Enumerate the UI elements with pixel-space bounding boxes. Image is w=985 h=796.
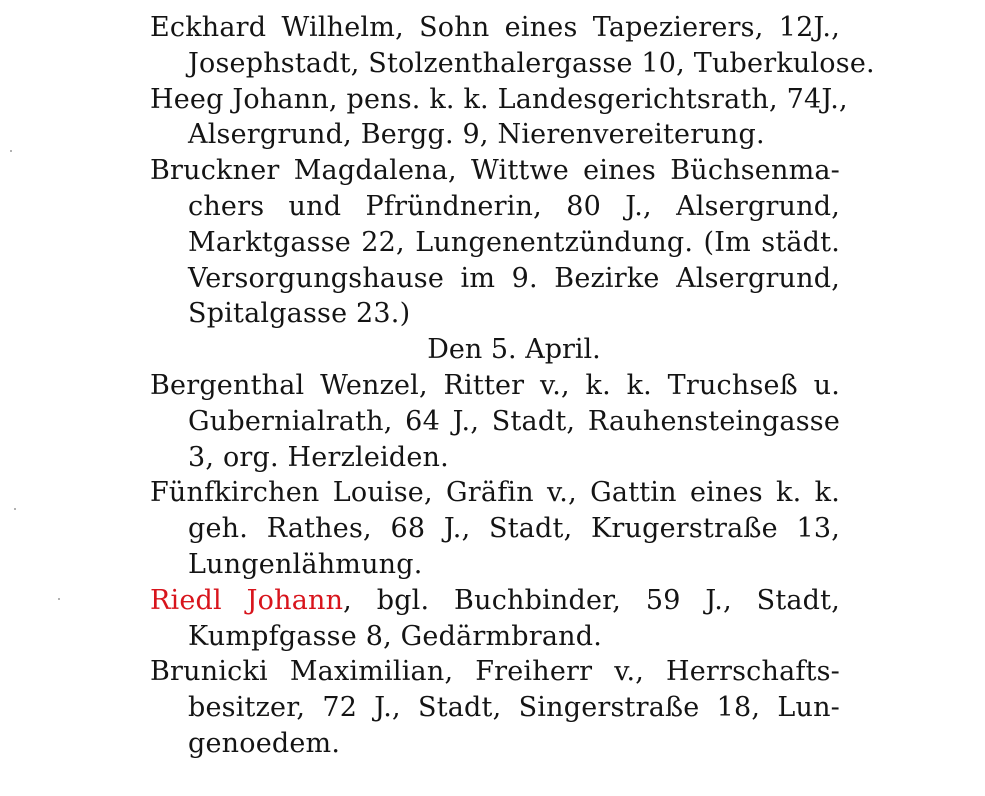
scan-speck: [58, 598, 60, 600]
entry-text: , Gräfin v., Gattin eines k. k.: [423, 477, 840, 509]
entry-name: Bruckner Magdalena: [150, 155, 449, 187]
entry-text: geh. Rathes, 68 J., Stadt, Krugerstraße 13,: [188, 513, 840, 545]
entry-name: Bergenthal Wenzel: [150, 369, 420, 401]
register-entry: [150, 654, 840, 761]
entry-text: Versorgungshause im 9. Bezirke Alsergrund,: [188, 262, 840, 294]
entry-text: Josephstadt, Stolzenthalergasse 10, Tuberkulose.: [188, 47, 875, 79]
entry-text: Alsergrund, Bergg. 9, Nierenvereiterung.: [188, 119, 765, 151]
entry-text: genoedem.: [188, 727, 341, 759]
register-entry-highlighted: [150, 583, 840, 655]
entry-text: Marktgasse 22, Lungenentzündung. (Im städt.: [188, 226, 840, 258]
date-heading: Den 5. April.: [427, 334, 601, 366]
entry-text: , bgl. Buchbinder, 59 J., Stadt,: [343, 584, 840, 616]
entry-text: Gubernialrath, 64 J., Stadt, Rauhensteingasse: [188, 405, 840, 437]
scan-speck: [10, 150, 12, 152]
entry-text: , Freiherr v., Herrschafts-: [444, 656, 840, 688]
entry-text: , Sohn eines Tapezierers, 12J.,: [395, 12, 840, 43]
entry-text: Spitalgasse 23.): [188, 298, 411, 330]
entry-name: Eckhard Wilhelm: [150, 12, 396, 43]
entry-text: 3, org. Herzleiden.: [188, 441, 449, 473]
entry-text: , pens. k. k. Landesgerichtsrath, 74J.,: [328, 83, 848, 115]
death-register-column: [150, 10, 875, 762]
register-entry: [150, 368, 840, 475]
entry-name: Brunicki Maximilian: [150, 656, 445, 688]
entry-name: Heeg Johann: [150, 83, 329, 115]
entry-text: Lungenlähmung.: [188, 548, 423, 580]
register-entry: [150, 10, 875, 82]
entry-text: chers und Pfründnerin, 80 J., Alsergrund,: [188, 190, 840, 222]
highlighted-entry-name: Riedl Johann: [150, 584, 344, 616]
entry-text: , Ritter v., k. k. Truchseß u.: [419, 369, 841, 401]
entry-text: , Wittwe eines Büchsenma-: [448, 155, 840, 187]
register-entry: [150, 475, 840, 582]
entry-text: besitzer, 72 J., Stadt, Singerstraße 18, Lun-: [188, 692, 840, 724]
register-entry: [150, 82, 848, 154]
entry-name: Fünfkirchen Louise: [150, 477, 424, 509]
register-entry: [150, 153, 840, 332]
entry-text: Kumpfgasse 8, Gedärmbrand.: [188, 620, 603, 652]
scan-speck: [14, 508, 16, 510]
